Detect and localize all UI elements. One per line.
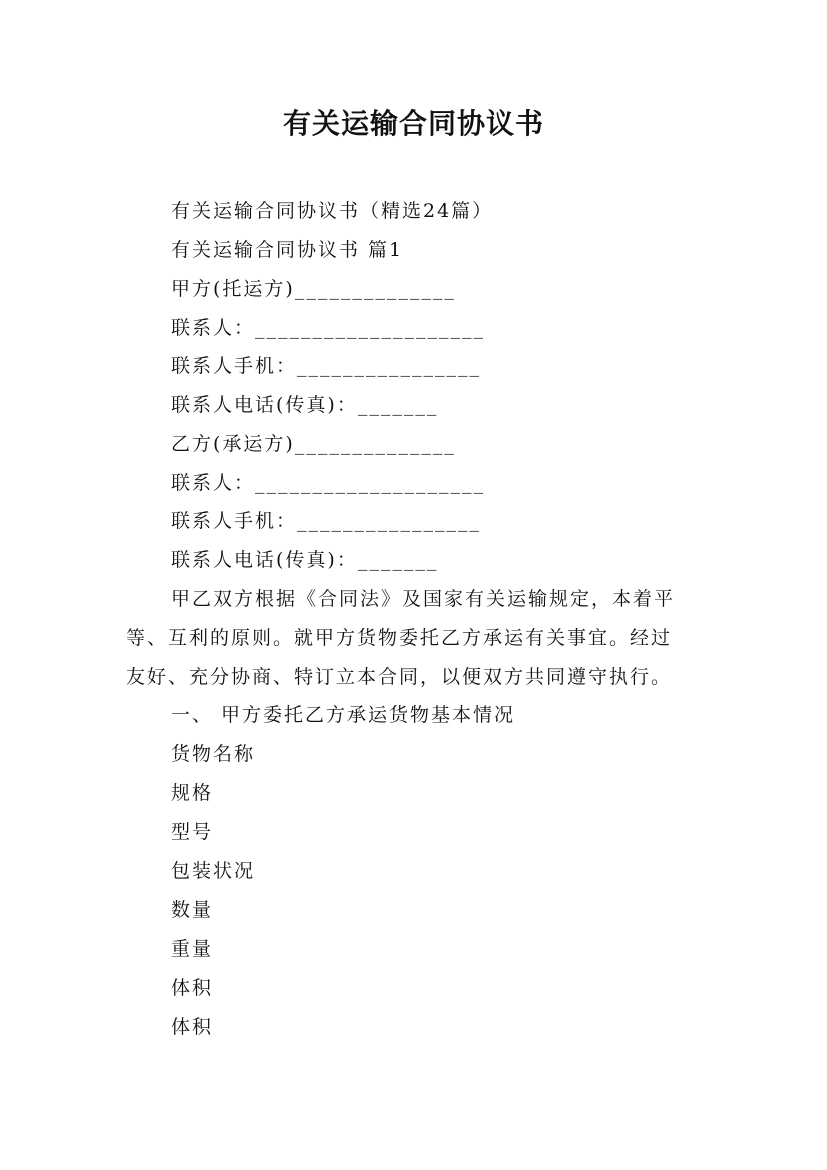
party-b-contact: 联系人：____________________ <box>171 472 486 494</box>
preamble-line-3: 友好、充分协商、特订立本合同，以便双方共同遵守执行。 <box>126 666 673 688</box>
document-title: 有关运输合同协议书 <box>282 107 544 140</box>
chapter-heading: 有关运输合同协议书 篇1 <box>171 239 404 261</box>
section-1-item: 体积 <box>171 977 214 999</box>
section-1-heading: 一、 甲方委托乙方承运货物基本情况 <box>171 704 516 726</box>
section-1-item: 数量 <box>171 899 214 921</box>
party-a-phone-fax: 联系人电话(传真)：_______ <box>171 394 439 416</box>
party-b-label: 乙方(承运方)______________ <box>171 433 456 455</box>
preamble-line-1: 甲乙双方根据《合同法》及国家有关运输规定，本着平 <box>171 588 676 610</box>
preamble-line-2: 等、互利的原则。就甲方货物委托乙方承运有关事宜。经过 <box>126 627 673 649</box>
section-1-item: 重量 <box>171 938 214 960</box>
section-1-item: 型号 <box>171 821 214 843</box>
party-b-mobile: 联系人手机：________________ <box>171 510 482 532</box>
section-1-item: 规格 <box>171 782 214 804</box>
party-a-label: 甲方(托运方)______________ <box>171 278 456 300</box>
section-1-item: 货物名称 <box>171 743 256 765</box>
party-b-phone-fax: 联系人电话(传真)：_______ <box>171 549 439 571</box>
party-a-mobile: 联系人手机：________________ <box>171 355 482 377</box>
section-1-item: 包装状况 <box>171 860 256 882</box>
document-intro: 有关运输合同协议书（精选24篇） <box>171 200 494 222</box>
preamble-paragraph <box>126 580 726 697</box>
party-a-contact: 联系人：____________________ <box>171 317 486 339</box>
section-1-item: 体积 <box>171 1016 214 1038</box>
